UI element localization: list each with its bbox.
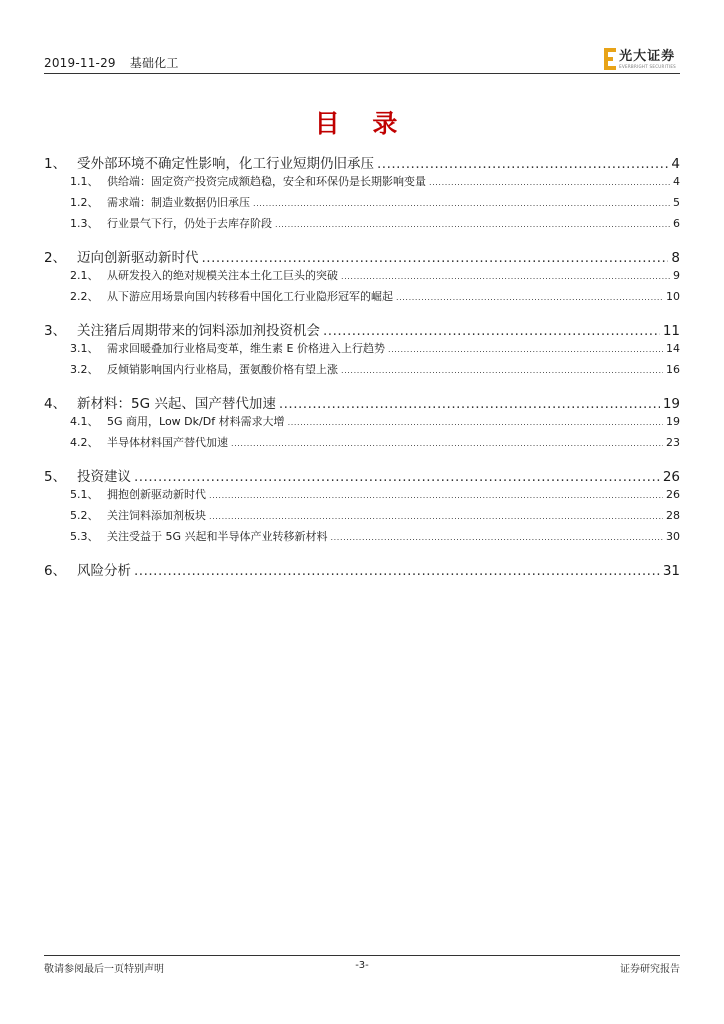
page-header (44, 48, 680, 74)
header-divider (44, 73, 680, 74)
toc-entry-1-2[interactable]: 1.2、 需求端：制造业数据仍旧承压 ..... 5 (44, 194, 680, 215)
report-category: 基础化工 (129, 56, 179, 70)
page-footer (44, 960, 680, 974)
toc-entry-1-3[interactable]: 1.3、 行业景气下行，仍处于去库存阶段 ..... 6 (44, 215, 680, 236)
toc-entry-3[interactable]: 3、 关注猪后周期带来的饲料添加剂投资机会 ..... 11 (44, 319, 680, 340)
footer-divider (44, 955, 680, 956)
toc-entry-5[interactable]: 5、 投资建议 ..... 26 (44, 465, 680, 486)
footer-disclaimer: 敬请参阅最后一页特别声明 (44, 964, 164, 975)
page-title: 目 录 (314, 109, 410, 138)
toc-entry-6[interactable]: 6、 风险分析 ..... 31 (44, 559, 680, 580)
header-meta (44, 54, 179, 71)
toc-entry-2-2[interactable]: 2.2、 从下游应用场景向国内转移看中国化工行业隐形冠军的崛起 ..... 10 (44, 288, 680, 309)
toc-entry-3-2[interactable]: 3.2、 反倾销影响国内行业格局，蛋氨酸价格有望上涨 ..... 16 (44, 361, 680, 382)
toc-entry-5-1[interactable]: 5.1、 拥抱创新驱动新时代 ..... 26 (44, 486, 680, 507)
toc-entry-4-2[interactable]: 4.2、 半导体材料国产替代加速 ..... 23 (44, 434, 680, 455)
toc-entry-2-1[interactable]: 2.1、 从研发投入的绝对规模关注本土化工巨头的突破 ..... 9 (44, 267, 680, 288)
logo-chinese-name: 光大证券 (619, 48, 676, 64)
toc-entry-5-2[interactable]: 5.2、 关注饲料添加剂板块 ..... 28 (44, 507, 680, 528)
footer-page-number: -3- (355, 960, 369, 971)
toc-entry-4[interactable]: 4、 新材料：5G 兴起、国产替代加速 ..... 19 (44, 392, 680, 413)
logo-english-name: EVERBRIGHT SECURITIES (619, 63, 676, 69)
toc-entry-4-1[interactable]: 4.1、 5G 商用，Low Dk/Df 材料需求大增 ..... 19 (44, 413, 680, 434)
toc-entry-1-1[interactable]: 1.1、 供给端：固定资产投资完成额趋稳，安全和环保仍是长期影响变量 ..... 4 (44, 173, 680, 194)
footer-report-type: 证券研究报告 (620, 964, 680, 975)
everbright-logo-icon (604, 48, 616, 70)
company-logo (604, 46, 676, 72)
toc-entry-3-1[interactable]: 3.1、 需求回暖叠加行业格局变革，维生素 E 价格进入上行趋势 ..... 14 (44, 340, 680, 361)
table-of-contents (44, 152, 680, 580)
toc-entry-5-3[interactable]: 5.3、 关注受益于 5G 兴起和半导体产业转移新材料 ..... 30 (44, 528, 680, 549)
report-date: 2019-11-29 (44, 56, 116, 70)
toc-entry-2[interactable]: 2、 迈向创新驱动新时代 ..... 8 (44, 246, 680, 267)
toc-entry-1[interactable]: 1、 受外部环境不确定性影响，化工行业短期仍旧承压 ..... 4 (44, 152, 680, 173)
